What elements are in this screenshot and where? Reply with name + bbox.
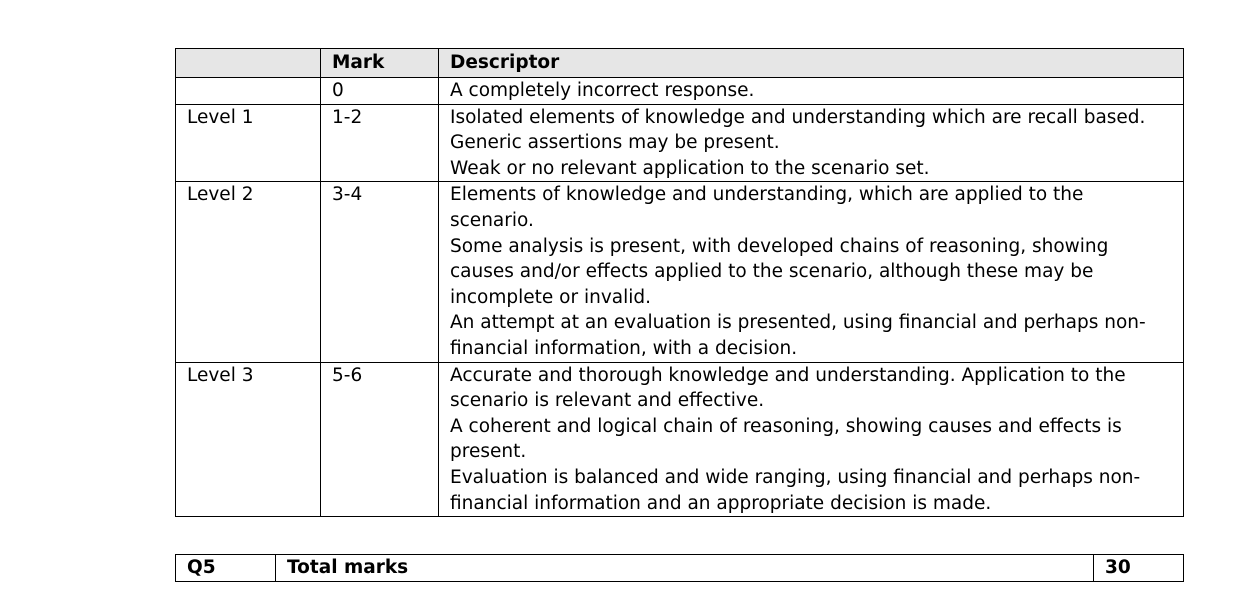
- descriptor-line: Generic assertions may be present.: [450, 132, 780, 154]
- level-cell: Level 3: [176, 362, 321, 517]
- mark-cell: 1-2: [321, 104, 439, 182]
- descriptor-line: present.: [450, 441, 527, 463]
- descriptor-line: A completely incorrect response.: [450, 80, 755, 101]
- level-cell: Level 1: [176, 104, 321, 182]
- descriptor-line: Evaluation is balanced and wide ranging, using financial and perhaps non-: [450, 466, 1141, 488]
- descriptor-line: Some analysis is present, with developed chains of reasoning, showing: [450, 235, 1109, 257]
- descriptor-line: causes and/or effects applied to the scenario, although these may be: [450, 261, 1094, 283]
- table-row-level-3: [176, 362, 1184, 517]
- header-descriptor: Descriptor: [439, 49, 1184, 78]
- mark-cell: 0: [321, 78, 439, 105]
- table-row-level-0: [176, 78, 1184, 105]
- descriptor-cell: [439, 104, 1184, 182]
- header-level: [176, 49, 321, 78]
- level-cell: Level 2: [176, 182, 321, 362]
- descriptor-line: Weak or no relevant application to the scenario set.: [450, 157, 930, 179]
- descriptor-line: financial information, with a decision.: [450, 337, 798, 359]
- descriptor-cell: [439, 182, 1184, 362]
- header-row: [176, 49, 1184, 78]
- total-marks-value: 30: [1094, 555, 1184, 582]
- mark-cell: 3-4: [321, 182, 439, 362]
- descriptor-cell: [439, 78, 1184, 105]
- descriptor-cell: [439, 362, 1184, 517]
- level-cell: [176, 78, 321, 105]
- table-row-level-1: [176, 104, 1184, 182]
- descriptor-line: scenario.: [450, 209, 534, 231]
- descriptor-line: Accurate and thorough knowledge and understanding. Application to the: [450, 364, 1126, 386]
- descriptor-line: A coherent and logical chain of reasoning, showing causes and effects is: [450, 415, 1122, 437]
- descriptor-line: scenario is relevant and effective.: [450, 390, 765, 412]
- total-row: [176, 555, 1184, 582]
- descriptor-line: Elements of knowledge and understanding, which are applied to the: [450, 184, 1084, 206]
- mark-scheme-table: [175, 48, 1184, 517]
- descriptor-line: Isolated elements of knowledge and understanding which are recall based.: [450, 106, 1146, 128]
- total-marks-table: [175, 554, 1184, 582]
- total-marks-label: Total marks: [276, 555, 1094, 582]
- question-number: Q5: [176, 555, 276, 582]
- table-row-level-2: [176, 182, 1184, 362]
- descriptor-line: An attempt at an evaluation is presented, using financial and perhaps non-: [450, 312, 1146, 334]
- mark-cell: 5-6: [321, 362, 439, 517]
- descriptor-line: financial information and an appropriate decision is made.: [450, 492, 992, 514]
- header-mark: Mark: [321, 49, 439, 78]
- descriptor-line: incomplete or invalid.: [450, 286, 652, 308]
